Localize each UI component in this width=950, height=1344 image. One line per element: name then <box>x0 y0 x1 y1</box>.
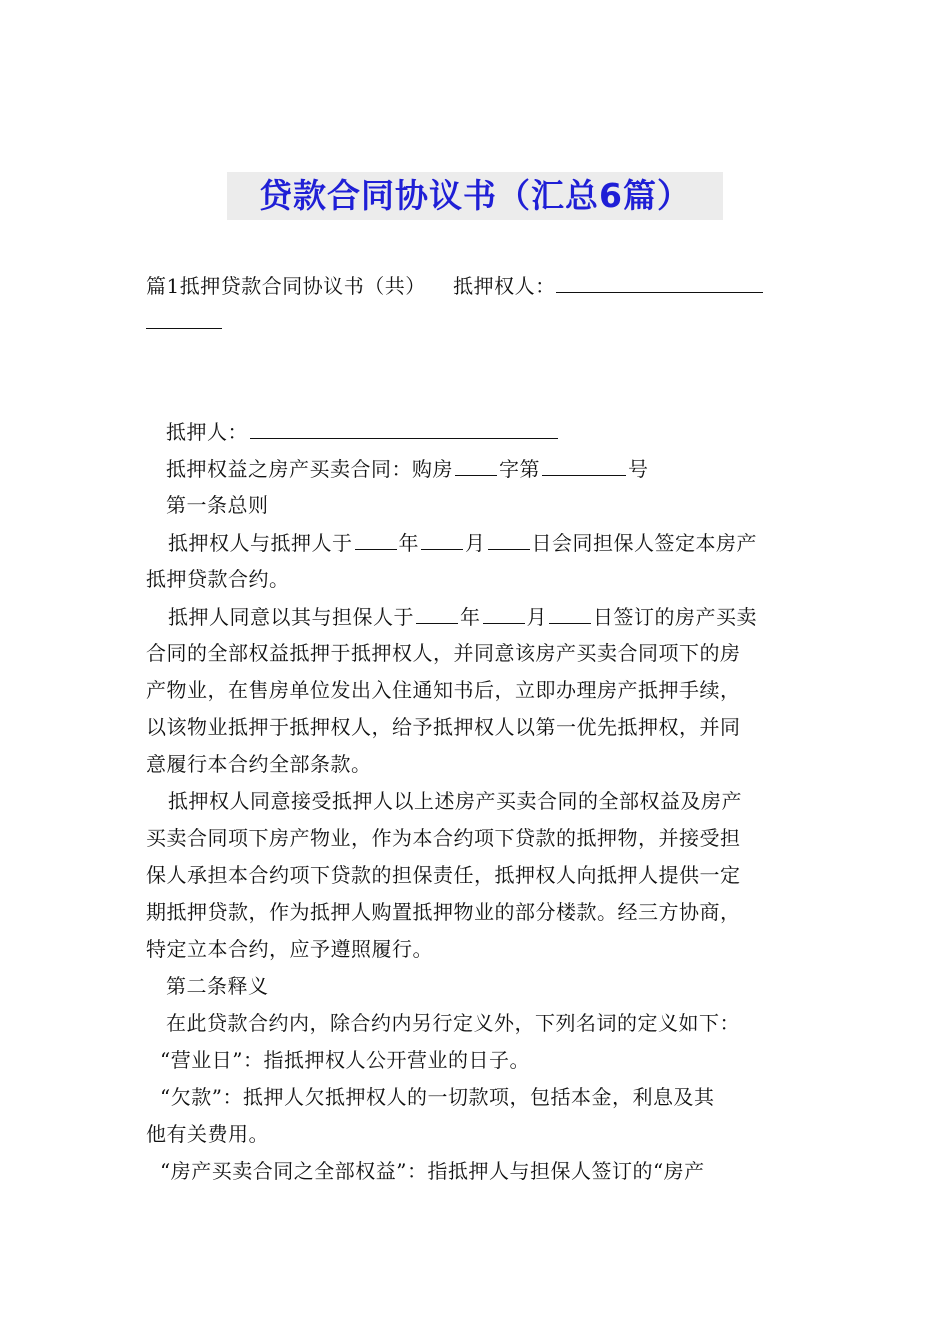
blank-underline <box>416 601 458 624</box>
article-heading: 篇1抵押贷款合同协议书（共） 抵押权人： <box>146 274 556 298</box>
paragraph-line <box>168 527 828 558</box>
paragraph-line: 抵押贷款合约。 <box>146 567 290 591</box>
blank-underline <box>250 416 558 439</box>
text-segment: 日签订的房产买卖 <box>593 605 757 629</box>
paragraph-line: 以该物业抵押于抵押权人，给予抵押权人以第一优先抵押权，并同 <box>146 715 741 739</box>
text-segment: 日会同担保人签定本房产 <box>531 531 757 555</box>
text-segment: 抵押权人与抵押人于 <box>168 531 353 555</box>
blank-underline <box>455 453 497 476</box>
blank-underline <box>556 270 763 293</box>
paragraph-line: 合同的全部权益抵押于抵押权人，并同意该房产买卖合同项下的房 <box>146 641 741 665</box>
paragraph-line: 特定立本合约，应予遵照履行。 <box>146 937 433 961</box>
blank-underline <box>542 453 626 476</box>
text-segment: 月 <box>526 605 547 629</box>
text-segment: 字第 <box>499 457 540 481</box>
blank-underline <box>355 527 397 550</box>
article-heading-line <box>146 270 806 301</box>
text-segment: 抵押人同意以其与担保人于 <box>168 605 414 629</box>
mortgagor-line <box>166 416 826 447</box>
paragraph-line: 在此贷款合约内，除合约内另行定义外，下列名词的定义如下： <box>166 1011 740 1035</box>
blank-underline <box>488 527 530 550</box>
paragraph-line: 抵押权人同意接受抵押人以上述房产买卖合同的全部权益及房产 <box>168 789 742 813</box>
text-segment: 年 <box>398 531 419 555</box>
definition-line: “欠款”：抵押人欠抵押权人的一切款项，包括本金，利息及其 <box>160 1085 715 1109</box>
definition-line: “营业日”：指抵押权人公开营业的日子。 <box>160 1048 530 1072</box>
contract-number-line <box>166 453 826 484</box>
definition-line: “房产买卖合同之全部权益”：指抵押人与担保人签订的“房产 <box>160 1159 705 1183</box>
paragraph-line: 保人承担本合约项下贷款的担保责任，抵押权人向抵押人提供一定 <box>146 863 741 887</box>
paragraph-line: 意履行本合约全部条款。 <box>146 752 372 776</box>
text-segment: 年 <box>460 605 481 629</box>
definition-line: 他有关费用。 <box>146 1122 269 1146</box>
blank-underline <box>549 601 591 624</box>
paragraph-line: 买卖合同项下房产物业，作为本合约项下贷款的抵押物，并接受担 <box>146 826 741 850</box>
section-heading-1: 第一条总则 <box>166 493 269 517</box>
underline-continuation <box>146 306 806 337</box>
document-title: 贷款合同协议书（汇总6篇） <box>227 172 723 220</box>
paragraph-line <box>168 601 828 632</box>
text-segment: 号 <box>628 457 649 481</box>
paragraph-line: 产物业，在售房单位发出入住通知书后，立即办理房产抵押手续， <box>146 678 741 702</box>
text-segment: 月 <box>465 531 486 555</box>
blank-underline <box>483 601 525 624</box>
blank-underline <box>421 527 463 550</box>
blank-underline <box>146 306 222 329</box>
mortgagor-label: 抵押人： <box>166 420 248 444</box>
section-heading-2: 第二条释义 <box>166 974 269 998</box>
text-segment: 抵押权益之房产买卖合同：购房 <box>166 457 453 481</box>
paragraph-line: 期抵押贷款，作为抵押人购置抵押物业的部分楼款。经三方协商， <box>146 900 741 924</box>
